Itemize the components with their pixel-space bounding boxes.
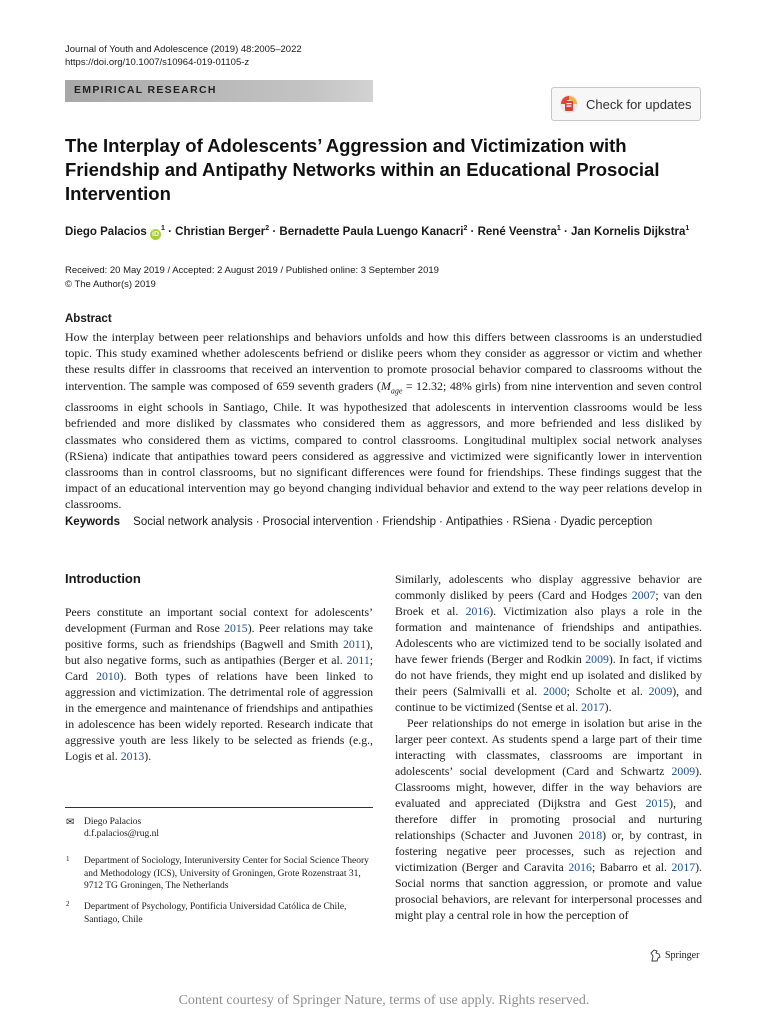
author-name[interactable]: Jan Kornelis Dijkstra <box>571 225 686 238</box>
citation-link[interactable]: 2011 <box>346 653 370 667</box>
citation-link[interactable]: 2013 <box>120 749 145 763</box>
text: ). Peer relations may take positive forms, such as friendships (Bagwell and Smith <box>65 621 374 651</box>
text: ). Both types of relations have been linked to aggression and victimization. The detrimental role of aggression in the emergence and maintenance of friendships and antipathies in adolescence has been widely reported. Research indicate that aggressive youth are less likely to be selected as friends (e.g., Logis et al. <box>65 669 373 763</box>
affiliation-footnote: Department of Sociology, Interuniversity Center for Social Science Theory and Methodology (ICS), University of Groningen, Grote Rozenstraat 31, 9712 TG Groningen, The Netherlands <box>84 856 369 892</box>
keyword: Antipathies <box>445 516 503 528</box>
author-name[interactable]: Christian Berger <box>175 225 266 238</box>
text: ). <box>604 700 612 714</box>
citation-link[interactable]: 2017 <box>581 700 605 714</box>
citation-link[interactable]: 2017 <box>671 860 696 874</box>
text: ). Social norms that sanction aggression, or promote and value prosocial behaviors, are relevant for interpersonal processes and might play a central role in how the perception of <box>395 860 702 922</box>
keyword: Prosocial intervention <box>262 516 373 528</box>
text: ), but also negative forms, such as antipathies (Berger et al. <box>65 637 373 667</box>
paragraph <box>65 604 373 764</box>
citation-link[interactable]: 2018 <box>578 828 603 842</box>
keyword-separator: · <box>553 516 558 528</box>
corresponding-author: Diego Palacios <box>84 817 142 827</box>
text: ), and therefore differ in promoting prosocial and nurturing relationships (Schacter and Juvonen <box>395 796 702 842</box>
springer-logo <box>649 949 699 962</box>
text: ) or, by contrast, in fostering negative peer processes, such as rejection and victimization (Berger and Caravita <box>395 828 702 874</box>
springer-horse-icon <box>649 949 662 962</box>
corresponding-email[interactable]: d.f.palacios@rug.nl <box>84 829 159 839</box>
intro-column-left <box>65 604 373 764</box>
text: Peer relationships do not emerge in isolation but arise in the larger peer context. As students spend a large part of their time interacting with classmates, classrooms are important in adolescents’ social development (Card and Schwartz <box>395 716 702 778</box>
keyword-separator: · <box>505 516 510 528</box>
dates-line: Received: 20 May 2019 / Accepted: 2 August 2019 / Published online: 3 September 2019 <box>65 265 439 276</box>
text: ). In fact, if victims do not have friends, they might end up isolated and disliked by their peers (Salmivalli et al. <box>395 652 702 698</box>
m-age-subscript: age <box>390 386 403 395</box>
section-label: EMPIRICAL RESEARCH <box>74 84 217 96</box>
abstract-text-part: = 12.32; 48% girls) from nine intervention and seven control classrooms in eight schools in Santiago, Chile. It was hypothesized that adolescents in intervention classrooms would be less befriended and more disliked by classmates who considered them as aggressors, and more befriended and less disliked by classmates who considered them as victims, compared to control classrooms. Longitudinal multiplex social network analyses (RSiena) indicate that antipathies toward peers considered as aggressive and victimized were significantly lower in intervention classrooms than in control classrooms, but no significant differences were found for friendships. These findings suggest that the impact of an educational intervention may go beyond changing individual behavior and extend to the way peer relations develop in classrooms. <box>65 378 702 512</box>
paragraph <box>395 571 702 715</box>
author-name[interactable]: René Veenstra <box>477 225 557 238</box>
springer-wordmark: Springer <box>665 950 700 961</box>
keyword: Dyadic perception <box>560 516 653 528</box>
text: ). <box>144 749 152 763</box>
author-affiliation: 2 <box>463 225 468 232</box>
orcid-icon[interactable]: iD <box>152 230 160 238</box>
keyword: Social network analysis <box>133 516 253 528</box>
citation-link[interactable]: 2000 <box>543 684 567 698</box>
text: Similarly, adolescents who display aggressive behavior are commonly disliked by peers (Card and Hodges <box>395 572 702 602</box>
keyword-separator: · <box>439 516 443 528</box>
courtesy-notice: Content courtesy of Springer Nature, terms of use apply. Rights reserved. <box>178 993 590 1008</box>
keywords-label: Keywords <box>65 516 120 528</box>
citation-link[interactable]: 2009 <box>648 684 673 698</box>
author-name[interactable]: Bernadette Paula Luengo Kanacri <box>279 225 464 238</box>
citation-link[interactable]: 2016 <box>568 860 592 874</box>
affiliation-footnote: Department of Psychology, Pontificia Universidad Católica de Chile, Santiago, Chile <box>84 902 347 925</box>
author-affiliation: 1 <box>685 225 690 232</box>
citation-link[interactable]: 2016 <box>465 604 490 618</box>
text: ). Classrooms might, however, differ in the way behaviors are evaluated and appreciated (Dijkstra and Gest <box>395 764 702 810</box>
text: Peers constitute an important social context for adolescents’ development (Furman and Rose <box>65 605 373 635</box>
keyword: Friendship <box>382 516 437 528</box>
envelope-icon: ✉ <box>66 817 75 828</box>
citation-link[interactable]: 2015 <box>224 621 248 635</box>
author-affiliation: 1 <box>161 225 165 232</box>
citation-link[interactable]: 2009 <box>585 652 609 666</box>
footnote-number: 1 <box>66 855 70 863</box>
author-list: Diego Palacios $iD^1$ · Christian Berger$^2$ · Bernadette Paula Luengo Kanacri$^2$ · René Veenstra$^1$ · Jan Kornelis Dijkstra$^1$ <box>65 225 690 238</box>
citation-link[interactable]: 2011 <box>342 637 367 651</box>
intro-column-right <box>395 571 702 923</box>
text: ; van den Broek et al. <box>395 588 702 618</box>
publication-dates <box>65 264 439 292</box>
text: ; Scholte et al. <box>566 684 649 698</box>
footnote-divider <box>65 807 373 808</box>
citation-link[interactable]: 2015 <box>645 796 670 810</box>
footnote-number: 2 <box>66 900 70 908</box>
text: ). Victimization also plays a role in the formation and maintenance of friendships and antipathies. Adolescents who are victimized tend to be socially isolated and have fewer friends (Berger and Rodkin <box>395 604 702 666</box>
text: ), and continue to be victimized (Sentse et al. <box>395 684 702 714</box>
keywords <box>65 516 705 528</box>
doi-link[interactable]: https://doi.org/10.1007/s10964-019-01105-z <box>65 57 250 68</box>
text: ; Babarro et al. <box>591 860 672 874</box>
check-updates-icon <box>559 94 579 114</box>
journal-citation: Journal of Youth and Adolescence (2019) 48:2005–2022 <box>65 44 302 55</box>
keyword: RSiena <box>512 516 551 528</box>
check-for-updates-button[interactable] <box>551 87 701 121</box>
abstract-text <box>65 329 702 513</box>
m-age-symbol: M <box>380 378 391 393</box>
author-name[interactable]: Diego Palacios <box>65 225 147 238</box>
paragraph <box>395 715 702 923</box>
check-updates-label: Check for updates <box>586 96 692 112</box>
keyword-separator: · <box>255 516 260 528</box>
keyword-separator: · <box>375 516 380 528</box>
citation-link[interactable]: 2009 <box>671 764 696 778</box>
author-affiliation: 2 <box>265 225 270 232</box>
abstract-text-part: How the interplay between peer relationships and behaviors unfolds and how this differs between classrooms is an understudied topic. This study examined whether adolescents befriend or dislike peers whom they consider as aggressor or victim and whether these results differ in classrooms that received an intervention to promote prosocial behavior compared to classrooms without the intervention. The sample was composed of 659 seventh graders ( <box>65 330 702 393</box>
author-affiliation: 1 <box>556 225 561 232</box>
text: ; Card <box>65 653 373 683</box>
introduction-heading: Introduction <box>65 571 141 586</box>
article-title: The Interplay of Adolescents’ Aggression and Victimization with Friendship and Antipathy Networks within an Educational Prosocial Intervention <box>65 135 660 204</box>
abstract-heading: Abstract <box>65 313 112 325</box>
citation-link[interactable]: 2010 <box>96 669 120 683</box>
copyright-line: © The Author(s) 2019 <box>65 279 156 290</box>
citation-link[interactable]: 2007 <box>631 588 656 602</box>
